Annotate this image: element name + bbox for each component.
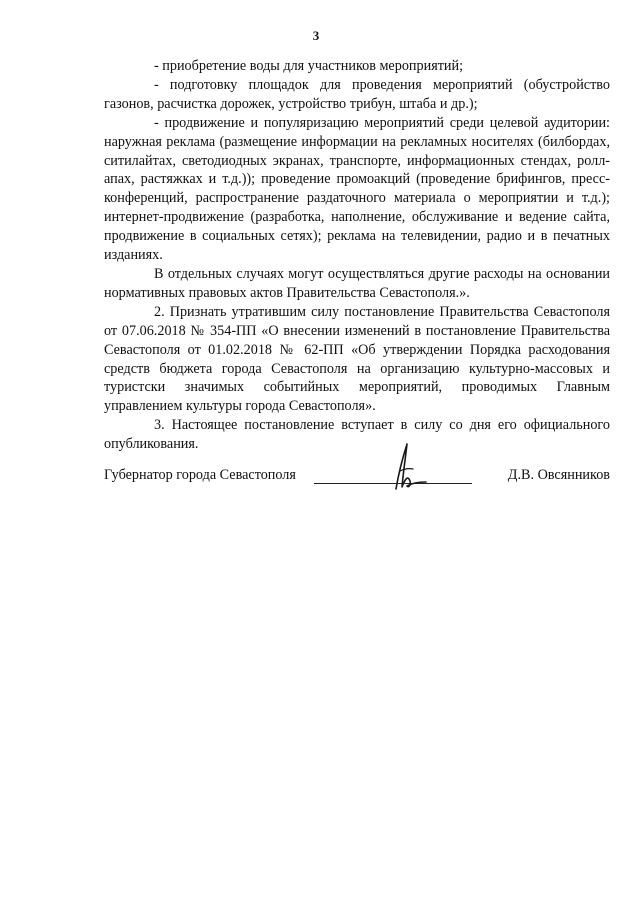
- paragraph-promotion: - продвижение и популяризацию мероприятий среди целевой аудитории: наружная реклама (размещение информации на рекламных носителях (билбордах, ситилайтах, светодиодных экранах, транспорте, информационных стендах, ролл-апах, растяжках и т.д.)); проведение промоакций (проведение брифингов, пресс-конференций, распространение раздаточного материала о мероприятии и т.д.); интернет-продвижение (разработка, наполнение, обслуживание и ведение сайта, продвижение в социальных сетях); реклама на телевидении, радио и в печатных изданиях.: [104, 114, 610, 264]
- paragraph-venue-preparation: - подготовку площадок для проведения мероприятий (обустройство газонов, расчистка дорожек, устройство трибун, штаба и др.);: [104, 76, 610, 112]
- page-number: 3: [312, 28, 320, 43]
- signatory-name: Д.В. Овсянников: [507, 467, 610, 483]
- document-body: [104, 57, 610, 454]
- signatory-title: Губернатор города Севастополя: [104, 467, 296, 483]
- paragraph-other-expenses: В отдельных случаях могут осуществляться другие расходы на основании нормативных правовых актов Правительства Севастополя.».: [104, 265, 610, 301]
- handwritten-signature: [374, 441, 434, 493]
- signature-block: [104, 463, 610, 503]
- paragraph-water-purchase: - приобретение воды для участников мероприятий;: [154, 58, 464, 74]
- paragraph-item-2-repeal: 2. Признать утратившим силу постановление Правительства Севастополя от 07.06.2018 № 354-ПП «О внесении изменений в постановление Правительства Севастополя от 01.02.2018 № 62-ПП «Об утверждении Порядка расходования средств бюджета города Севастополя на организацию культурно-массовых и туристски значимых событийных мероприятий, проводимых Главным управлением культуры города Севастополя».: [104, 303, 610, 415]
- paragraph-item-3-effective: 3. Настоящее постановление вступает в силу со дня его официального опубликования.: [104, 417, 610, 453]
